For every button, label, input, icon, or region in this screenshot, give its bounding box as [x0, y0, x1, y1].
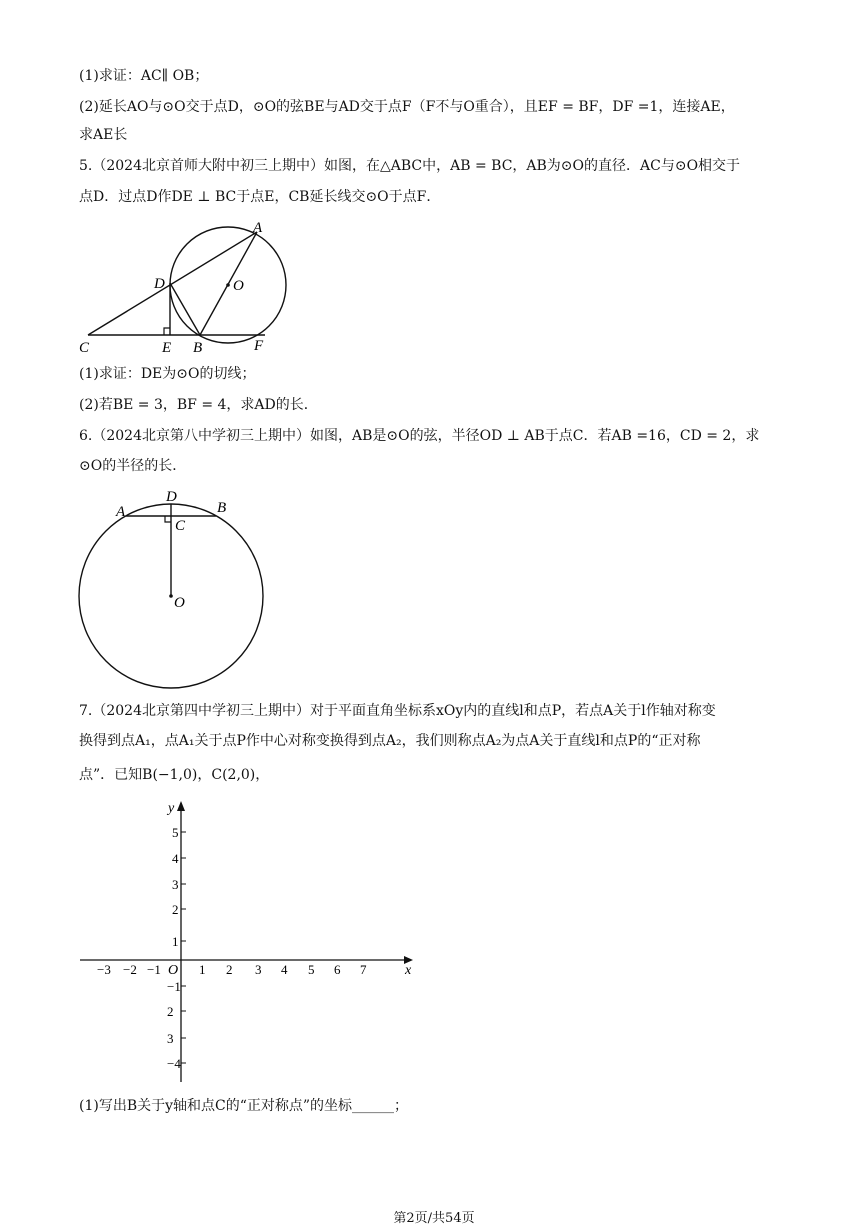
part-2-question-end: 求AE长: [79, 127, 128, 143]
label-d: D: [154, 276, 165, 292]
line-ca: [88, 232, 257, 335]
label-b: B: [193, 340, 203, 355]
x-tick-label: 7: [360, 962, 367, 977]
y-tick-label: 2: [167, 1004, 174, 1019]
label-c: C: [79, 340, 90, 355]
problem-7-title: 7.（2024北京第四中学初三上期中）对于平面直角坐标系xOy内的直线l和点P，若点A关于l作轴对称变: [79, 703, 716, 719]
problem-5-title: 5.（2024北京首师大附中初三上期中）如图，在△ABC中，AB = BC，AB为⊙O的直径．AC与⊙O相交于: [79, 158, 741, 174]
label-b: B: [217, 500, 227, 516]
problem-7-given: 点”．已知B(−1,0)，C(2,0)，: [79, 767, 270, 783]
problem-7-definition: 换得到点A₁，点A₁关于点P作中心对称变换得到点A₂，我们则称点A₂为点A关于直线l和点P的“正对称: [79, 733, 701, 749]
problem-5-part-1: (1)求证：DE为⊙O的切线；: [79, 366, 256, 382]
part-2-question: (2)延长AO与⊙O交于点D，⊙O的弦BE与AD交于点F（F不与O重合），且EF = BF，DF =1，连接AE，: [79, 99, 735, 115]
figure-7-coordinate-plane: [75, 795, 420, 1087]
x-tick-label: 1: [199, 962, 206, 977]
page-footer: 第2页/共54页: [393, 1211, 475, 1226]
problem-6-question: ⊙O的半径的长．: [79, 458, 187, 474]
y-axis-arrow: [177, 801, 185, 811]
x-tick-label: −2: [123, 962, 137, 977]
x-tick-label: 3: [255, 962, 262, 977]
problem-5-text: 点D．过点D作DE ⊥ BC于点E，CB延长线交⊙O于点F．: [79, 189, 441, 205]
y-tick-label: 2: [172, 902, 179, 917]
center-point: [226, 283, 230, 287]
x-tick-label: 6: [334, 962, 341, 977]
x-axis-label: x: [405, 963, 412, 978]
figure-6-diagram: [75, 485, 275, 693]
label-o: O: [174, 595, 185, 611]
label-d: D: [166, 489, 177, 505]
part-1-proof: (1)求证：AC∥ OB；: [79, 68, 209, 84]
x-tick-label: −1: [147, 962, 161, 977]
problem-7-part-1: (1)写出B关于y轴和点C的“正对称点”的坐标______；: [79, 1098, 409, 1114]
label-f: F: [254, 338, 264, 354]
label-a: A: [253, 220, 263, 236]
label-c: C: [175, 518, 186, 534]
y-tick-label: 3: [172, 877, 179, 892]
y-tick-label: 5: [172, 825, 179, 840]
y-tick-label: 4: [172, 851, 179, 866]
center-point: [169, 594, 173, 598]
problem-6-title: 6.（2024北京第八中学初三上期中）如图，AB是⊙O的弦，半径OD ⊥ AB于点C．若AB =16，CD = 2，求: [79, 428, 760, 444]
label-e: E: [162, 340, 172, 355]
y-tick-label: −4: [167, 1056, 181, 1071]
label-o: O: [233, 278, 244, 294]
x-tick-label: 4: [281, 962, 288, 977]
x-tick-label: 2: [226, 962, 233, 977]
x-tick-label: −3: [97, 962, 111, 977]
x-tick-label: 5: [308, 962, 315, 977]
right-angle-mark: [165, 516, 171, 522]
figure-5-diagram: [75, 215, 295, 355]
right-angle-mark: [164, 328, 170, 335]
y-tick-label: 3: [167, 1031, 174, 1046]
y-tick-label: −1: [167, 979, 181, 994]
y-tick-label: 1: [172, 934, 179, 949]
y-axis-label: y: [168, 801, 175, 816]
origin-label: O: [168, 963, 179, 978]
label-a: A: [116, 504, 126, 520]
problem-5-part-2: (2)若BE = 3，BF = 4，求AD的长．: [79, 397, 318, 413]
